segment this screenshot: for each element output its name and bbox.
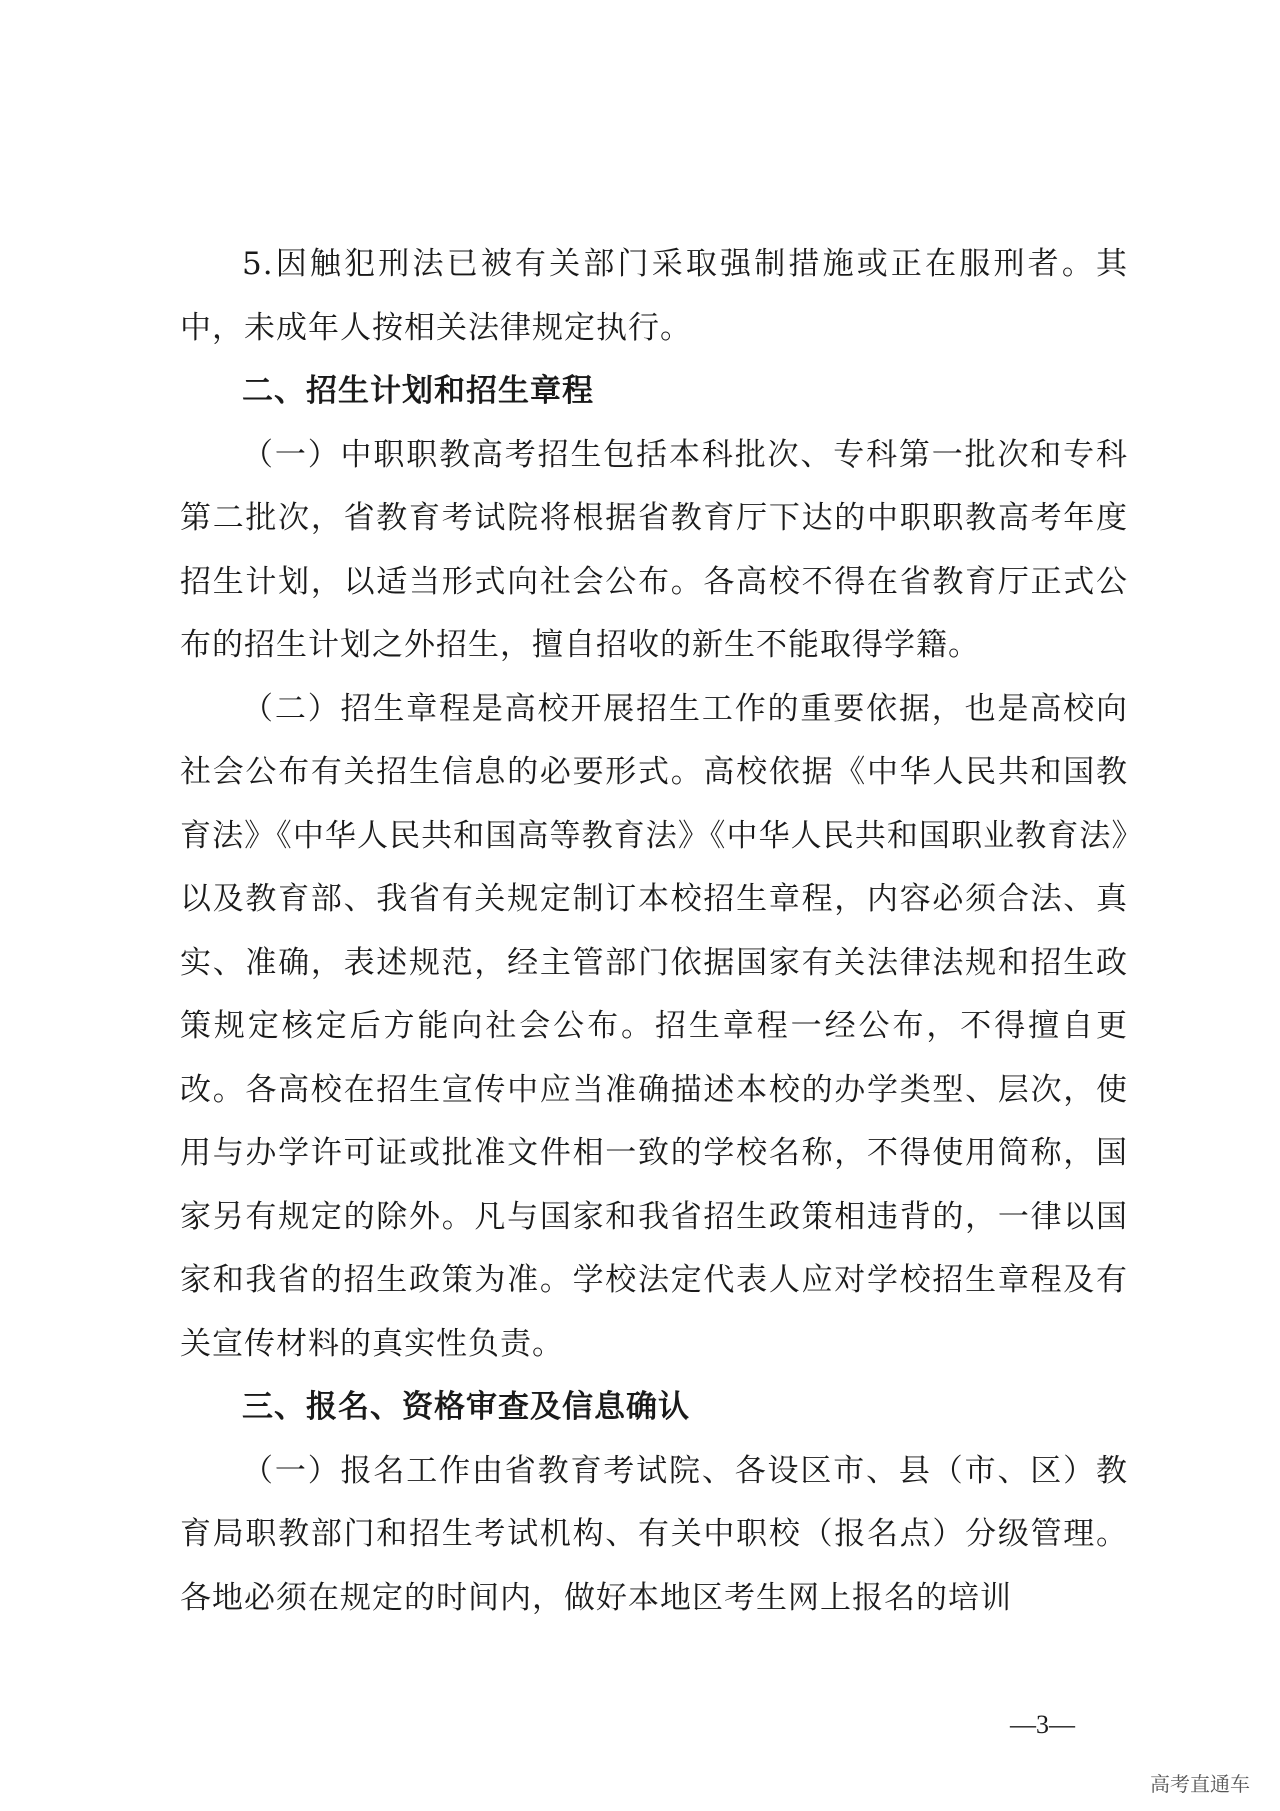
- document-body: [180, 233, 1128, 1630]
- page-number: —3—: [1010, 1710, 1075, 1739]
- paragraph-item-5: 5.因触犯刑法已被有关部门采取强制措施或正在服刑者。其中，未成年人按相关法律规定执行。: [180, 246, 1128, 346]
- paragraph-registration: （一）报名工作由省教育考试院、各设区市、县（市、区）教育局职教部门和招生考试机构、有关中职校（报名点）分级管理。各地必须在规定的时间内，做好本地区考生网上报名的培训: [180, 1452, 1128, 1616]
- section-heading-2: 二、招生计划和招生章程: [242, 373, 594, 409]
- section-heading-3: 三、报名、资格审查及信息确认: [242, 1389, 690, 1425]
- paragraph-enrollment-charter: （二）招生章程是高校开展招生工作的重要依据，也是高校向社会公布有关招生信息的必要形式。高校依据《中华人民共和国教育法》《中华人民共和国高等教育法》《中华人民共和国职业教育法》以及教育部、我省有关规定制订本校招生章程，内容必须合法、真实、准确，表述规范，经主管部门依据国家有关法律法规和招生政策规定核定后方能向社会公布。招生章程一经公布，不得擅自更改。各高校在招生宣传中应当准确描述本校的办学类型、层次，使用与办学许可证或批准文件相一致的学校名称，不得使用简称，国家另有规定的除外。凡与国家和我省招生政策相违背的，一律以国家和我省的招生政策为准。学校法定代表人应对学校招生章程及有关宣传材料的真实性负责。: [180, 690, 1128, 1362]
- watermark-text: 高考直通车: [1150, 1772, 1250, 1796]
- paragraph-enrollment-plan: （一）中职职教高考招生包括本科批次、专科第一批次和专科第二批次，省教育考试院将根据省教育厅下达的中职职教高考年度招生计划，以适当形式向社会公布。各高校不得在省教育厅正式公布的招生计划之外招生，擅自招收的新生不能取得学籍。: [180, 436, 1128, 663]
